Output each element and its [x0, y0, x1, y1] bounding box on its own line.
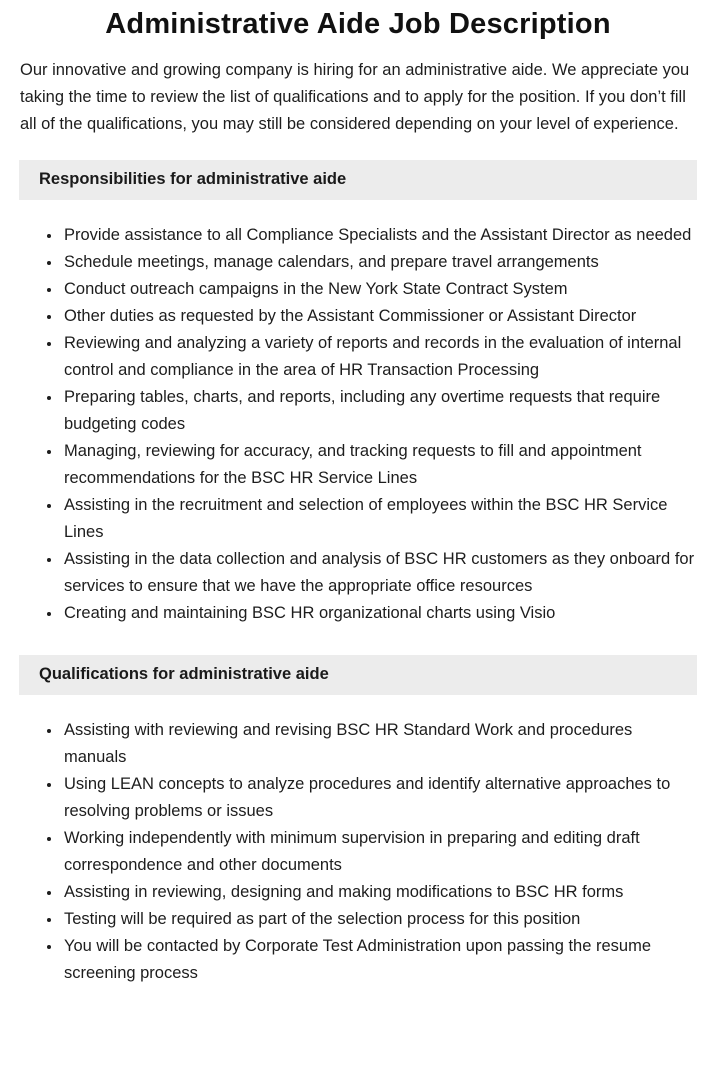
list-item: • Reviewing and analyzing a variety of reports and records in the evaluation of internal control and compliance in the area of HR Transaction Processing: [62, 330, 697, 384]
list-item: • Preparing tables, charts, and reports, including any overtime requests that require budgeting codes: [62, 384, 697, 438]
list-item: • Creating and maintaining BSC HR organizational charts using Visio: [62, 600, 697, 627]
list-item: • Assisting in the data collection and analysis of BSC HR customers as they onboard for services to ensure that we have the appropriate office resources: [62, 546, 697, 600]
list-item: • Schedule meetings, manage calendars, and prepare travel arrangements: [62, 249, 697, 276]
list-item: • Conduct outreach campaigns in the New York State Contract System: [62, 276, 697, 303]
list-item: • Assisting in the recruitment and selection of employees within the BSC HR Service Lines: [62, 492, 697, 546]
section-header-qualifications: Qualifications for administrative aide: [19, 655, 697, 695]
section-qualifications: [19, 655, 697, 993]
intro-paragraph: Our innovative and growing company is hiring for an administrative aide. We appreciate you taking the time to review the list of qualifications and to apply for the position. If you don’t fill all of the qualifications, you may still be considered depending on your level of experience.: [20, 61, 690, 133]
list-item: • Testing will be required as part of the selection process for this position: [62, 906, 697, 933]
list-item: • Assisting in reviewing, designing and making modifications to BSC HR forms: [62, 879, 697, 906]
list-item: • Using LEAN concepts to analyze procedures and identify alternative approaches to resolving problems or issues: [62, 771, 697, 825]
qualifications-list: [19, 695, 697, 993]
list-item: • Working independently with minimum supervision in preparing and editing draft correspondence and other documents: [62, 825, 697, 879]
list-item: • Provide assistance to all Compliance Specialists and the Assistant Director as needed: [62, 222, 697, 249]
list-item: • You will be contacted by Corporate Test Administration upon passing the resume screening process: [62, 933, 697, 987]
page-title: Administrative Aide Job Description: [105, 8, 611, 40]
responsibilities-list: [19, 200, 697, 633]
section-header-responsibilities: Responsibilities for administrative aide: [19, 160, 697, 200]
list-item: • Managing, reviewing for accuracy, and tracking requests to fill and appointment recommendations for the BSC HR Service Lines: [62, 438, 697, 492]
list-item: • Assisting with reviewing and revising BSC HR Standard Work and procedures manuals: [62, 717, 697, 771]
section-responsibilities: [19, 160, 697, 633]
list-item: • Other duties as requested by the Assistant Commissioner or Assistant Director: [62, 303, 697, 330]
